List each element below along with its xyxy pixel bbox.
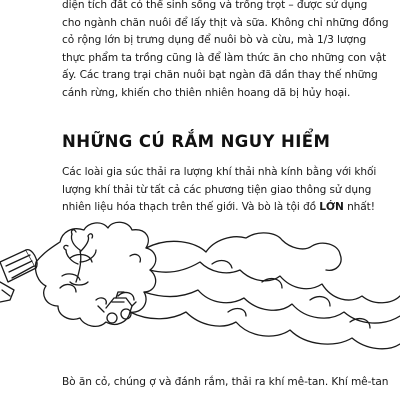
emphasis-word: LỚN bbox=[319, 201, 344, 213]
gas-cloud-icon bbox=[35, 222, 400, 349]
paragraph-line: cánh rừng, khiến cho thiên nhiên hoang dã bị hủy hoại. bbox=[62, 86, 351, 99]
paragraph-line: diện tích đất có thể sinh sống và trồng trọt – được sử dụng bbox=[62, 0, 368, 11]
paragraph-line: ấy. Các trang trại chăn nuôi bạt ngàn đã dần thay thế những bbox=[62, 69, 378, 81]
methane-paragraph bbox=[62, 374, 389, 392]
last-line-suffix: nhất! bbox=[343, 201, 375, 213]
paragraph-line: lượng khí thải từ tất cả các phương tiện giao thông sử dụng bbox=[62, 183, 372, 196]
paragraph-line: cho ngành chăn nuôi để lấy thịt và sữa. Không chỉ những đồng bbox=[62, 16, 389, 29]
paragraph-line: Các loài gia súc thải ra lượng khí thải nhà kính bằng với khối bbox=[62, 166, 377, 178]
gas-cloud-illustration bbox=[0, 212, 400, 370]
intro-paragraph bbox=[62, 0, 389, 102]
paragraph-line: thực phẩm ta trồng cũng là để làm thức ăn cho những con vật bbox=[62, 51, 387, 64]
cannon-icon bbox=[0, 250, 37, 302]
section-heading: NHỮNG CÚ RẮM NGUY HIỂM bbox=[62, 132, 331, 151]
last-line-prefix: nhiên liệu hóa thạch trên thế giới. Và bò là tội đồ bbox=[62, 201, 320, 213]
livestock-emissions-paragraph bbox=[62, 164, 377, 217]
paragraph-line: cỏ rộng lớn bị trưng dụng để nuôi bò và cừu, mà 1/3 lượng bbox=[62, 34, 367, 46]
paragraph-line: Bò ăn cỏ, chúng ợ và đánh rắm, thải ra khí mê-tan. Khí mê-tan bbox=[62, 376, 389, 388]
car-icon bbox=[98, 292, 136, 323]
dead-tree-icon bbox=[62, 230, 96, 285]
